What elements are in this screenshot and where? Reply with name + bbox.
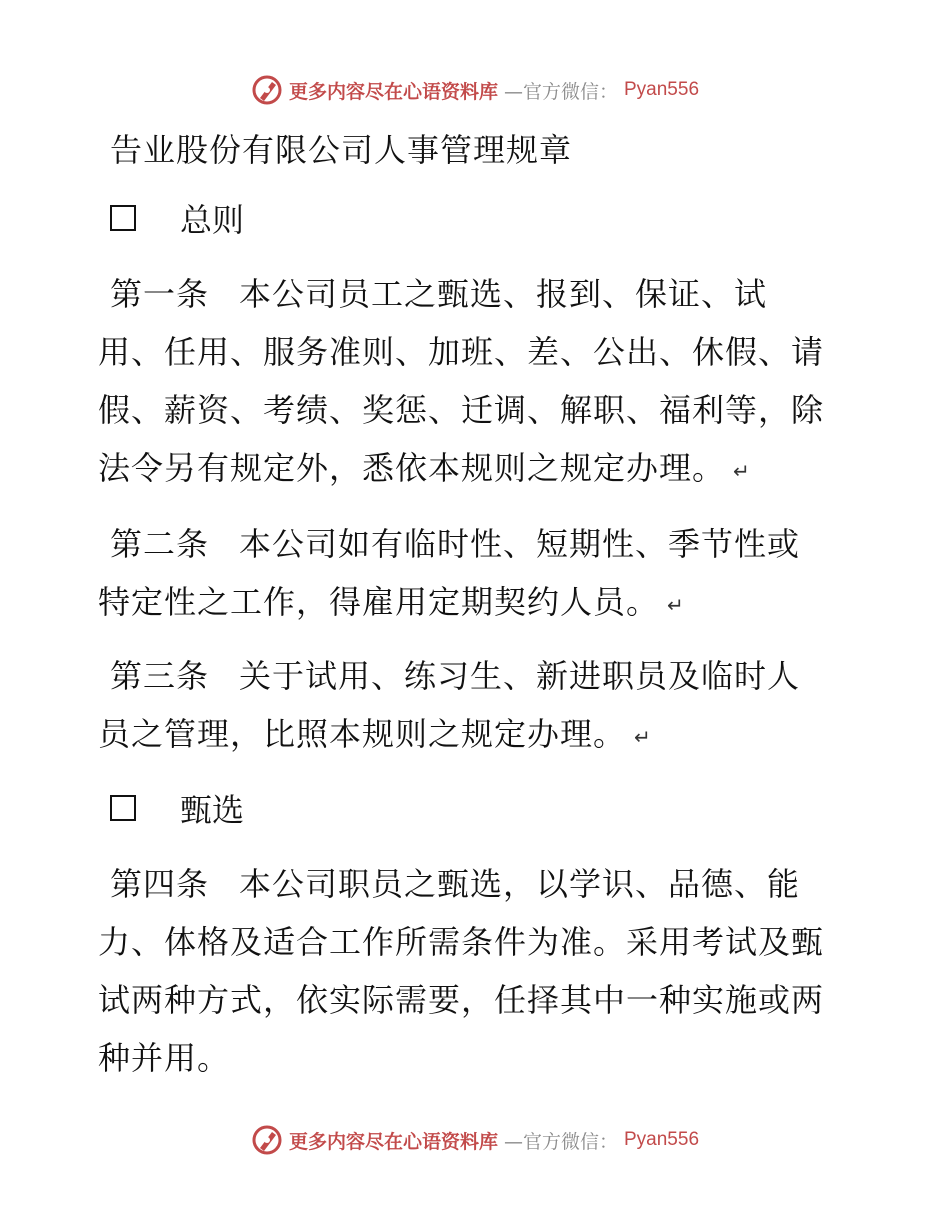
article-number: 第一条 bbox=[110, 275, 210, 313]
banner-red-text: 更多内容尽在心语资料库 bbox=[288, 80, 498, 103]
banner-handle: Pyan556 bbox=[624, 79, 700, 100]
article-number: 第二条 bbox=[110, 525, 210, 563]
paragraph-mark-icon: ↵ bbox=[667, 592, 685, 617]
pen-logo-icon bbox=[251, 74, 283, 106]
article-line: 第二条 本公司如有临时性、短期性、季节性或 bbox=[110, 525, 801, 563]
article-line: 第三条 关于试用、练习生、新进职员及临时人 bbox=[110, 657, 801, 695]
paragraph-mark-icon: ↵ bbox=[634, 724, 652, 749]
section-title: 甄选 bbox=[180, 791, 245, 829]
section-title: 总则 bbox=[180, 201, 245, 239]
article-3 bbox=[98, 647, 858, 766]
header-banner bbox=[0, 70, 950, 110]
checkbox-square-icon bbox=[110, 205, 136, 231]
checkbox-square-icon bbox=[110, 795, 136, 821]
pen-logo-icon bbox=[251, 1124, 283, 1156]
document-title: 告业股份有限公司人事管理规章 bbox=[110, 131, 573, 169]
article-line: 第四条 本公司职员之甄选，以学识、品德、能 bbox=[110, 865, 801, 903]
article-line: 特定性之工作，得雇用定期契约人员。 ↵ bbox=[98, 583, 685, 621]
banner-gray-text: —官方微信： bbox=[503, 1130, 618, 1153]
section-heading-selection bbox=[110, 785, 244, 831]
article-line: 试两种方式，依实际需要，任择其中一种实施或两 bbox=[98, 981, 825, 1019]
article-line: 假、薪资、考绩、奖惩、迁调、解职、福利等，除 bbox=[98, 391, 825, 429]
article-line: 法令另有规定外，悉依本规则之规定办理。 ↵ bbox=[98, 449, 751, 487]
footer-banner bbox=[0, 1120, 950, 1160]
article-number: 第四条 bbox=[110, 865, 210, 903]
article-line: 用、任用、服务准则、加班、差、公出、休假、请 bbox=[98, 333, 825, 371]
article-1 bbox=[98, 265, 858, 500]
banner-gray-text: —官方微信： bbox=[503, 80, 618, 103]
paragraph-mark-icon: ↵ bbox=[733, 458, 751, 483]
article-number: 第三条 bbox=[110, 657, 210, 695]
section-heading-general bbox=[110, 195, 244, 241]
article-line: 种并用。 bbox=[98, 1039, 231, 1077]
banner-handle: Pyan556 bbox=[624, 1129, 700, 1150]
article-2 bbox=[98, 515, 858, 634]
article-line: 员之管理，比照本规则之规定办理。 ↵ bbox=[98, 715, 652, 753]
banner-red-text: 更多内容尽在心语资料库 bbox=[288, 1130, 498, 1153]
article-line: 力、体格及适合工作所需条件为准。采用考试及甄 bbox=[98, 923, 825, 961]
article-4 bbox=[98, 855, 858, 1087]
article-line: 第一条 本公司员工之甄选、报到、保证、试 bbox=[110, 275, 768, 313]
